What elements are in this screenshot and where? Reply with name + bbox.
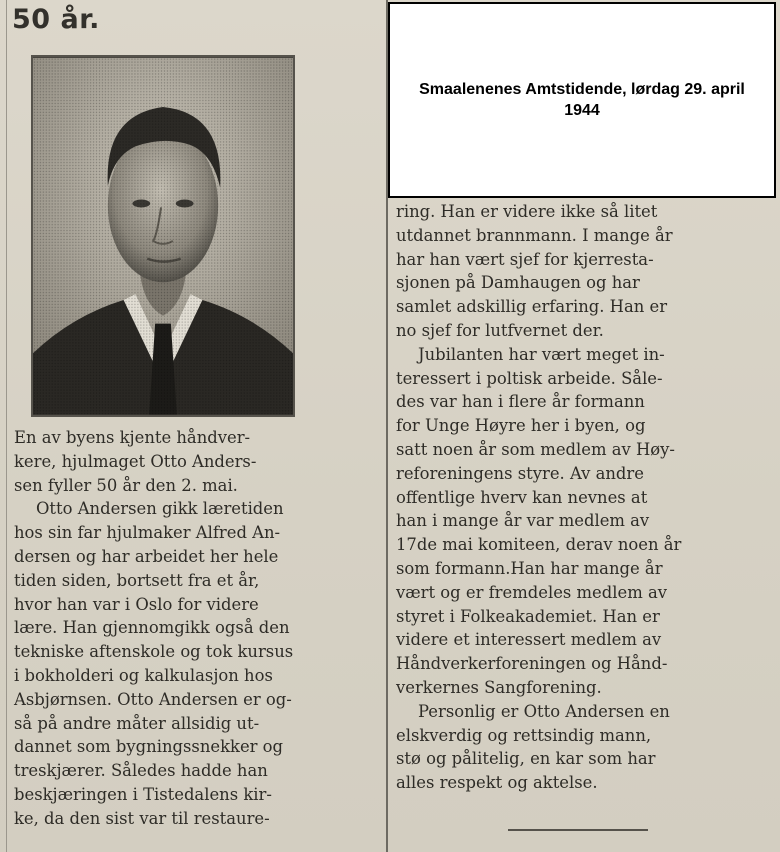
text-line: hos sin far hjulmaker Alfred An- (14, 523, 281, 543)
text-line: reforeningens styre. Av andre (396, 463, 644, 483)
article-end-rule (508, 829, 648, 831)
article-heading: 50 år. (12, 4, 100, 35)
caption-text: Smaalenenes Amtstidende, lørdag 29. april 1944 (419, 81, 745, 119)
text-line: Personlig er Otto Andersen en (418, 701, 670, 721)
text-line: sjonen på Damhaugen og har (396, 273, 640, 293)
text-line: verkernes Sangforening. (396, 677, 602, 697)
text-line: ring. Han er videre ikke så litet (396, 202, 658, 221)
text-line: 17de mai komiteen, derav noen år (396, 535, 682, 555)
article-text-right (396, 200, 770, 795)
text-line: lære. Han gjennomgikk også den (14, 618, 290, 638)
text-line: vært og er fremdeles medlem av (396, 582, 667, 602)
text-line: stø og pålitelig, en kar som har (396, 749, 656, 769)
text-line: kere, hjulmaget Otto Anders- (14, 451, 257, 471)
text-line: dersen og har arbeidet her hele (14, 546, 279, 566)
text-line: elskverdig og rettsindig mann, (396, 725, 652, 745)
article-text-left (14, 426, 380, 831)
text-line: treskjærer. Således hadde han (14, 761, 268, 781)
column-rule-left (6, 0, 7, 852)
text-line: samlet adskillig erfaring. Han er (396, 297, 668, 317)
text-line: des var han i flere år formann (396, 392, 645, 412)
text-line: Otto Andersen gikk læretiden (36, 499, 284, 519)
text-line: sen fyller 50 år den 2. mai. (14, 475, 238, 495)
text-line: tiden siden, bortsett fra et år, (14, 570, 260, 590)
text-line: har han vært sjef for kjerresta- (396, 249, 654, 269)
text-line: for Unge Høyre her i byen, og (396, 416, 646, 436)
text-line: Håndverkerforeningen og Hånd- (396, 654, 668, 674)
text-line: beskjæringen i Tistedalens kir- (14, 784, 272, 804)
text-line: som formann.Han har mange år (396, 558, 663, 578)
text-line: satt noen år som medlem av Høy- (396, 439, 675, 459)
text-line: tekniske aftenskole og tok kursus (14, 642, 294, 662)
text-line: styret i Folkeakademiet. Han er (396, 606, 660, 626)
text-line: Jubilanten har vært meget in- (418, 344, 665, 364)
portrait-illustration (33, 57, 293, 415)
caption-box (388, 2, 776, 198)
text-line: han i mange år var medlem av (396, 511, 650, 531)
text-line: Asbjørnsen. Otto Andersen er og- (14, 689, 292, 709)
column-divider (386, 0, 388, 852)
text-line: videre et interessert medlem av (396, 630, 662, 650)
text-line: En av byens kjente håndver- (14, 428, 251, 447)
text-line: teressert i poltisk arbeide. Såle- (396, 368, 663, 388)
text-line: i bokholderi og kalkulasjon hos (14, 665, 273, 685)
text-line: offentlige hverv kan nevnes at (396, 487, 648, 507)
text-line: utdannet brannmann. I mange år (396, 225, 673, 245)
text-line: dannet som bygningssnekker og (14, 737, 284, 757)
text-line: hvor han var i Oslo for videre (14, 594, 259, 614)
text-line: så på andre måter allsidig ut- (14, 713, 260, 733)
portrait-photo (31, 55, 295, 417)
text-line: alles respekt og aktelse. (396, 773, 598, 793)
text-line: ke, da den sist var til restaure- (14, 808, 270, 828)
text-line: no sjef for lutfvernet der. (396, 320, 604, 340)
